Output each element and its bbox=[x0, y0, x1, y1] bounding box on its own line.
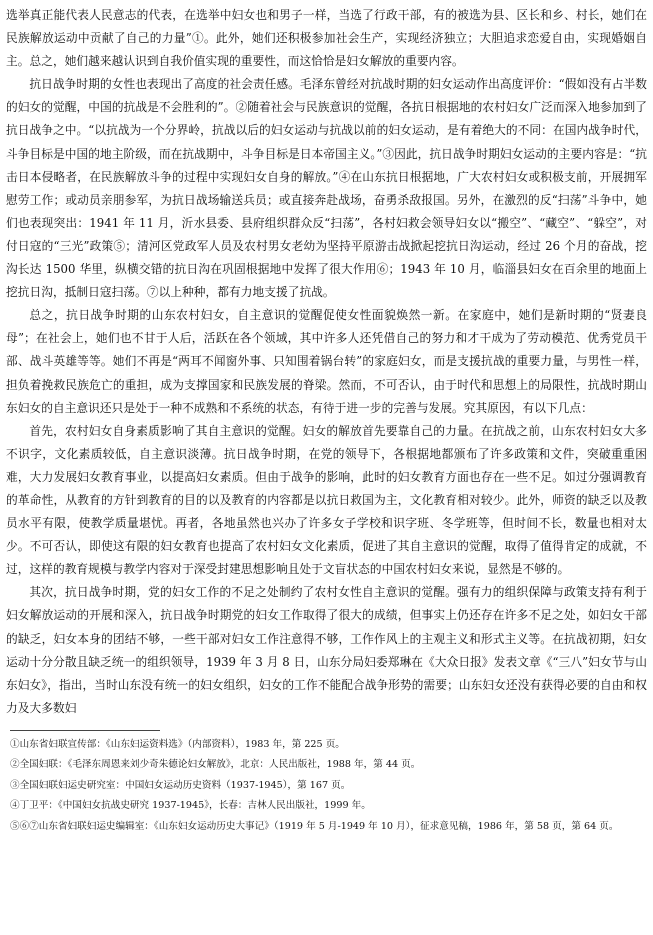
paragraph-5: 其次，抗日战争时期，党的妇女工作的不足之处制约了农村女性自主意识的觉醒。强有力的组织保障与政策支持有利于妇女解放运动的开展和深入，抗日战争时期党的妇女工作取得了很大的成绩，但事实上仍还存在许多不足之处，如妇女干部的缺乏，妇女本身的团结不够，一些干部对妇女工作注意得不够，工作作风上的主观主义和形式主义等。在抗战初期，妇女运动十分分散且缺乏统一的组织领导，1939 年 3 月 8 日，山东分局妇委郑琳在《大众日报》发表文章《“三八”妇女节与山东妇女》，指出，当时山东没有统一的妇女组织，妇女的工作不能配合战争形势的需要；山东妇女还没有获得必要的自由和权力及大多数妇 bbox=[6, 585, 647, 715]
paragraph-1: 选举真正能代表人民意志的代表，在选举中妇女也和男子一样，当选了行政干部，有的被选为县、区长和乡、村长，她们在民族解放运动中贡献了自己的力量”①。此外，她们还积极参加社会生产，实现经济独立；大胆追求恋爱自由，实现婚姻自主。总之，她们越来越认识到自我价值实现的重要性，而这恰恰是妇女解放的重要内容。 bbox=[6, 8, 647, 69]
footnote-4: ④丁卫平：《中国妇女抗战史研究 1937-1945》，长春：吉林人民出版社，1999 年。 bbox=[10, 800, 371, 812]
paragraph-4: 首先，农村妇女自身素质影响了其自主意识的觉醒。妇女的解放首先要靠自己的力量。在抗战之前，山东农村妇女大多不识字，文化素质较低，自主意识淡薄。抗日战争时期，在党的领导下，各根据地都颁布了许多政策和文件，突破重重困难，大力发展妇女教育事业，以提高妇女素质。但由于战争的影响，此时的妇女教育方面也存在一些不足。如过分强调教育的革命性，从教育的方针到教育的目的以及教育的内容都是以抗日救国为主，文化教育相对较少。此外，师资的缺乏以及教员水平有限，使教学质量堪忧。再者，各地虽然也兴办了许多女子学校和识字班、冬学班等，但时间不长，数量也相对太少。不可否认，即使这有限的妇女教育也提高了农村妇女文化素质，促进了其自主意识的觉醒，取得了值得肯定的成就，不过，这样的教育规模与教学内容对于深受封建思想影响且处于文盲状态的中国农村妇女来说，显然是不够的。 bbox=[6, 423, 647, 577]
footnote-5: ⑤⑥⑦山东省妇联妇运史编辑室：《山东妇女运动历史大事记》（1919 年 5 月-1949 年 10 月），征求意见稿，1986 年，第 58 页，第 64 页。 bbox=[10, 820, 619, 832]
footnote-divider bbox=[10, 730, 160, 731]
footnote-3: ③全国妇联妇运史研究室：中国妇女运动历史资料（1937-1945），第 167 页。 bbox=[10, 779, 351, 791]
body-text bbox=[6, 4, 647, 720]
paragraph-3: 总之，抗日战争时期的山东农村妇女，自主意识的觉醒促使女性面貌焕然一新。在家庭中，她们是新时期的“贤妻良母”；在社会上，她们也不甘于人后，活跃在各个领域，其中许多人还凭借自己的努力和才干成为了劳动模范、优秀党员干部、战斗英雄等等。她们不再是“两耳不闻窗外事、只知围着锅台转”的家庭妇女，而是支援抗战的重要力量，与男性一样，担负着挽救民族危亡的重担，成为支撑国家和民族发展的脊梁。然而，不可否认，由于时代和思想上的局限性，抗战时期山东妇女的自主意识还只是处于一种不成熟和不系统的状态，有待于进一步的完善与发展。究其原因，有以下几点： bbox=[6, 308, 647, 415]
footnote-2: ②全国妇联：《毛泽东周恩来刘少奇朱德论妇女解放》，北京：人民出版社，1988 年，第 44 页。 bbox=[10, 759, 421, 771]
paragraph-2: 抗日战争时期的女性也表现出了高度的社会责任感。毛泽东曾经对抗战时期的妇女运动作出高度评价：“假如没有占半数的妇女的觉醒，中国的抗战是不会胜利的”。②随着社会与民族意识的觉醒，各抗日根据地的农村妇女广泛而深入地参加到了抗日战争之中。“以抗战为一个分界岭，抗战以后的妇女运动与抗战以前的妇女运动，是有着绝大的不同：在国内战争时代，斗争目标是中国的地主阶级，而在抗战期中，斗争目标是日本帝国主义。”③因此，抗日战争时期妇女运动的主要内容是：“抗击日本侵略者，在民族解放斗争的过程中实现妇女自身的解放。”④在山东抗日根据地，广大农村妇女或积极支前，开展拥军慰劳工作；或动员亲朋参军，为抗日战场输送兵员；或直接奔赴战场，奋勇杀敌报国。另外，在激烈的反“扫荡”斗争中，她们也表现突出：1941 年 11 月，沂水县委、县府组织群众反“扫荡”，各村妇救会领导妇女以“搬空”、“藏空”、“躲空”，对付日寇的“三光”政策⑤；清河区党政军人员及农村男女老幼为坚持平原游击战掀起挖抗日沟运动，经过 26 个月的奋战，挖沟长达 1500 华里，纵横交错的抗日沟在巩固根据地中发挥了很大作用⑥；1943 年 10 月，临淄县妇女在百余里的地面上挖抗日沟，抵制日寇扫荡。⑦以上种种，都有力地支援了抗战。 bbox=[6, 77, 647, 300]
footnote-1: ①山东省妇联宣传部：《山东妇运资料选》（内部资料），1983 年，第 225 页。 bbox=[10, 738, 345, 750]
footnotes-list bbox=[6, 735, 647, 838]
